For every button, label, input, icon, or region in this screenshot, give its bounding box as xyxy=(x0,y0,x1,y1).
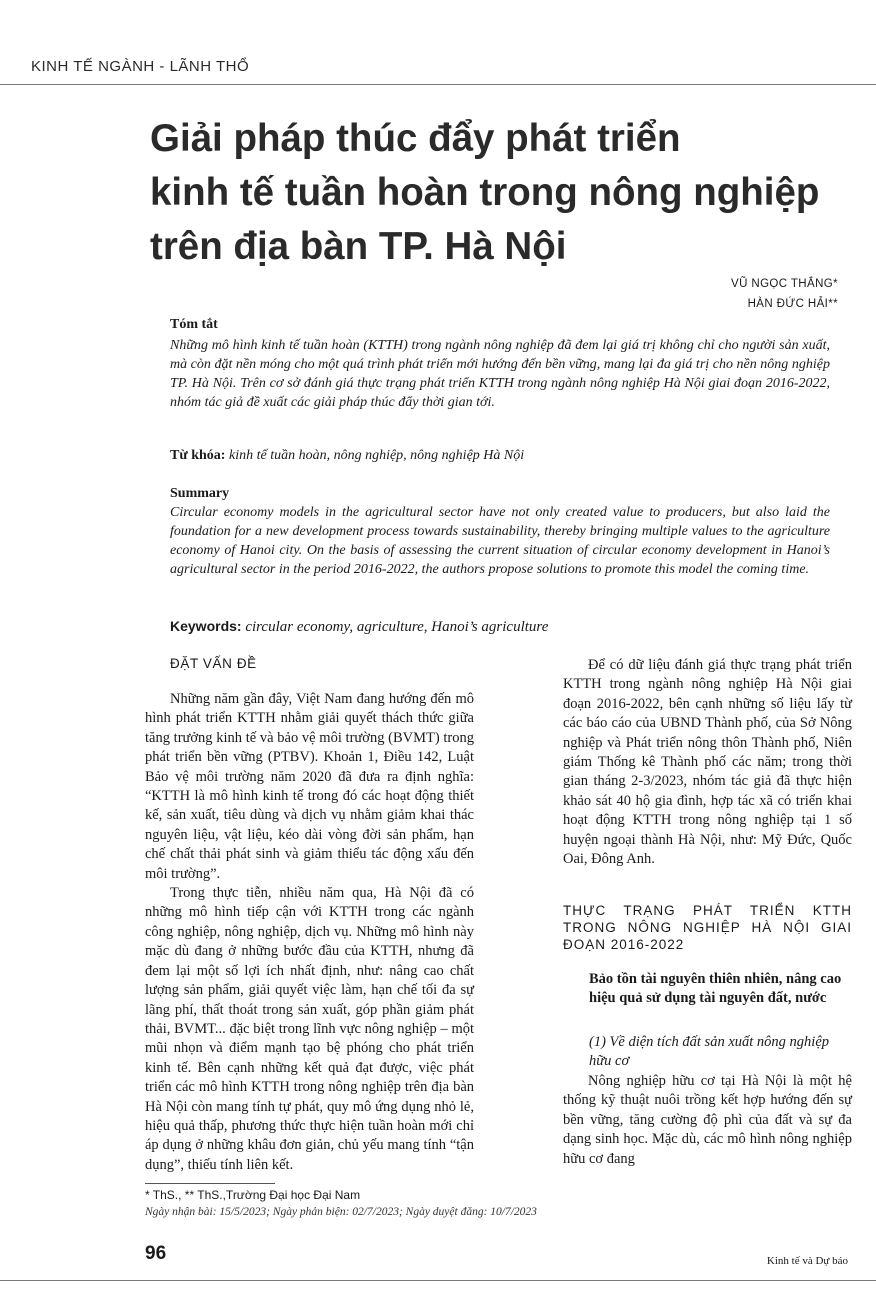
intro-heading: ĐẶT VẤN ĐỀ xyxy=(170,656,257,671)
right-column xyxy=(563,656,852,869)
abstract-en-heading: Summary xyxy=(170,486,230,501)
section-heading: THỰC TRẠNG PHÁT TRIỂN KTTH TRONG NÔNG NGHIỆP HÀ NỘI GIAI ĐOẠN 2016-2022 xyxy=(563,903,852,952)
journal-name: Kinh tế và Dự báo xyxy=(766,1255,848,1267)
data-paragraph: Để có dữ liệu đánh giá thực trạng phát triển KTTH trong ngành nông nghiệp Hà Nội giai đoạn 2016-2022, bên cạnh những số liệu lấy từ các báo cáo của UBND Thành phố, của Sở Nông nghiệp và Phát triển nông thôn Thành phố, Niên giám Thống kê Thành phố các năm; trong thời gian tháng 2-3/2023, nhóm tác giả đã thực hiện khảo sát 40 hộ gia đình, hợp tác xã có triển khai hoạt động KTTH trong nông nghiệp tại 1 số huyện ngoại thành Hà Nội, như: Mỹ Đức, Quốc Oai, Đông Anh. xyxy=(563,657,852,868)
author-1: VŨ NGỌC THẮNG* xyxy=(731,278,838,290)
intro-paragraph-1: Những năm gần đây, Việt Nam đang hướng đến mô hình phát triển KTTH nhằm giải quyết thách thức giữa tăng trưởng kinh tế và bảo vệ môi trường (BVMT) trong phát triển bền vững (PTBV). Khoản 1, Điều 142, Luật Bảo vệ môi trường năm 2020 đã đưa ra định nghĩa: “KTTH là mô hình kinh tế trong đó các hoạt động thiết kế, sản xuất, tiêu dùng và dịch vụ nhằm giảm khai thác nguyên liệu, vật liệu, kéo dài vòng đời sản phẩm, hạn chế chất thải phát sinh và giảm thiểu tác động xấu đến môi trường”. xyxy=(145,691,474,882)
left-column xyxy=(145,690,474,1175)
keywords-vi xyxy=(170,448,524,464)
keywords-vi-label: Từ khóa: xyxy=(170,448,226,463)
footnote-affiliation: * ThS., ** ThS.,Trường Đại học Đại Nam xyxy=(145,1188,361,1202)
authors xyxy=(731,274,838,314)
abstract-vi-text: Những mô hình kinh tế tuần hoàn (KTTH) trong ngành nông nghiệp đã đem lại giá trị không chỉ cho người sản xuất, mà còn đặt nền móng cho một quá trình phát triển mới hướng đến bền vững, mang lại đa giá trị cho nền nông nghiệp TP. Hà Nội. Trên cơ sở đánh giá thực trạng phát triển KTTH trong ngành nông nghiệp Hà Nội giai đoạn 2016-2022, nhóm tác giả đề xuất các giải pháp thúc đẩy thời gian tới. xyxy=(170,338,830,410)
title-line-2: kinh tế tuần hoàn trong nông nghiệp xyxy=(150,171,820,214)
section-label: KINH TẾ NGÀNH - LÃNH THỔ xyxy=(31,58,250,75)
abstract-en-text: Circular economy models in the agricultural sector have not only created value to producers, but also laid the foundation for a new development process towards sustainability, thereby bringing multiple values to the agriculture economy of Hanoi city. On the basis of assessing the current situation of circular economy development in Hanoi’s agricultural sector in the period 2016-2022, the authors propose solutions to promote this model the coming time. xyxy=(170,505,830,577)
article-title xyxy=(150,112,870,274)
page-number: 96 xyxy=(145,1243,167,1264)
keywords-en-text: circular economy, agriculture, Hanoi’s agriculture xyxy=(245,619,549,635)
subsection-heading: Bảo tồn tài nguyên thiên nhiên, nâng cao hiệu quả sử dụng tài nguyên đất, nước xyxy=(589,971,842,1007)
keywords-en-label: Keywords: xyxy=(170,618,242,634)
right-column-continued xyxy=(563,1072,852,1169)
footer-rule xyxy=(0,1280,876,1281)
keywords-en xyxy=(170,618,548,636)
organic-paragraph: Nông nghiệp hữu cơ tại Hà Nội là một hệ thống kỹ thuật nuôi trồng kết hợp hướng đến sự bền vững, tăng cường độ phì của đất và sự đa dạng sinh học. Mặc dù, các mô hình nông nghiệp hữu cơ đang xyxy=(563,1073,852,1167)
header-rule xyxy=(0,84,876,85)
footnote-rule xyxy=(145,1183,275,1184)
keywords-vi-text: kinh tế tuần hoàn, nông nghiệp, nông nghiệp Hà Nội xyxy=(228,448,525,463)
title-line-3: trên địa bàn TP. Hà Nội xyxy=(150,225,567,268)
intro-paragraph-2: Trong thực tiễn, nhiều năm qua, Hà Nội đã có những mô hình tiếp cận với KTTH trong các ngành công nghiệp, nông nghiệp, dịch vụ. Những mô hình này mặc dù đang ở những bước đầu của KTTH, nhưng đã đem lại một số lợi ích nhất định, như: nâng cao chất lượng sản phẩm, giải quyết việc làm, hạn chế tối đa sự lãng phí, thất thoát trong sản xuất, góp phần giảm phát thải, BVMT... đặc biệt trong lĩnh vực nông nghiệp – một mũi nhọn và điểm mạnh tạo bệ phóng cho phát triển kinh tế. Bên cạnh những kết quả đạt được, việc phát triển các mô hình KTTH trong nông nghiệp trên địa bàn Hà Nội còn mang tính tự phát, quy mô ứng dụng nhỏ lẻ, hiệu quả thấp, phương thức thực hiện tuần hoàn mới chỉ áp dụng ở những khâu đơn giản, chủ yếu mang tính “tận dụng”, thiếu tính liên kết. xyxy=(145,885,474,1173)
author-2: HÀN ĐỨC HẢI** xyxy=(747,298,838,310)
title-line-1: Giải pháp thúc đẩy phát triển xyxy=(150,117,681,160)
abstract-vi-heading: Tóm tắt xyxy=(170,317,218,332)
footnote-dates: Ngày nhận bài: 15/5/2023; Ngày phản biện: 02/7/2023; Ngày duyệt đăng: 10/7/2023 xyxy=(145,1206,537,1218)
subitem-heading: (1) Về diện tích đất sản xuất nông nghiệp hữu cơ xyxy=(589,1034,830,1070)
